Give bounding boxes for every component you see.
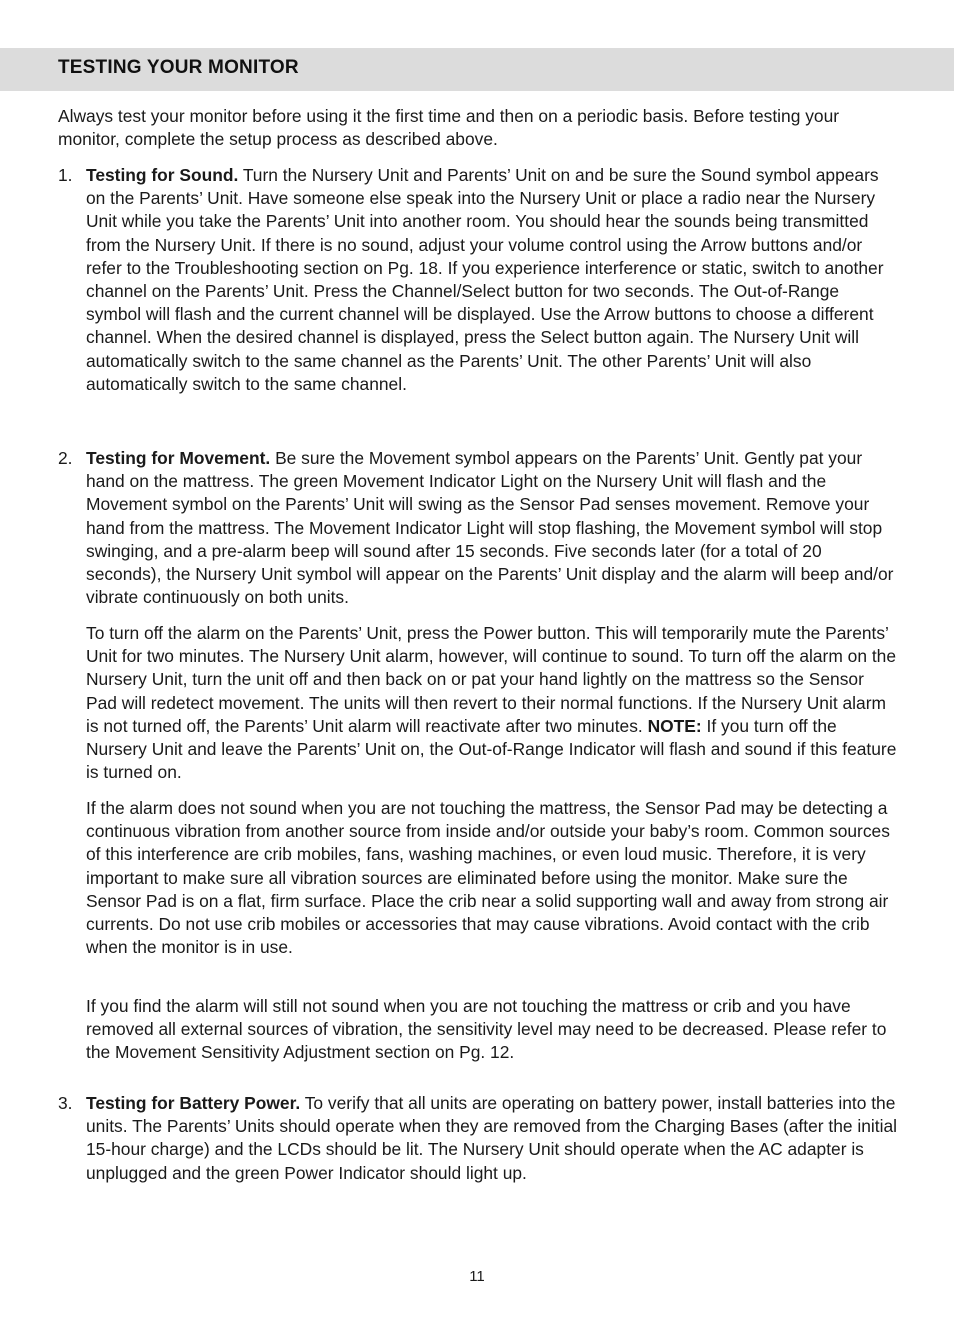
list-item-title: Testing for Sound. <box>86 165 239 185</box>
list-item-title: Testing for Battery Power. <box>86 1093 301 1113</box>
intro-paragraph: Always test your monitor before using it the first time and then on a periodic basis. Before testing your monitor, complete the setup process as described above. <box>58 106 840 150</box>
list-item-number: 3. <box>58 1093 73 1113</box>
list-item-text: Turn the Nursery Unit and Parents’ Unit on and be sure the Sound symbol appears on the Parents’ Unit. Have someone else speak into the Nursery Unit or place a radio near the Nursery Unit while you take the Parents’ Unit into another room. You should hear the sounds being transmitted from the Nursery Unit. If there is no sound, adjust your volume control using the Arrow buttons and/or refer to the Troubleshooting section on Pg. 18. If you experience interference or static, switch to another channel on the Parents’ Unit. Press the Channel/Select button for two seconds. The Out-of-Range symbol will flash and the current channel will be displayed. Use the Arrow buttons to choose a different channel. When the desired channel is displayed, press the Select button again. The Nursery Unit will automatically switch to the same channel as the Parents’ Unit. The other Parents’ Unit will also automatically switch to the same channel. <box>86 165 884 394</box>
no-sound-paragraph: If the alarm does not sound when you are not touching the mattress, the Sensor Pad may be detecting a continuous vibration from another source from inside and/or outside your baby’s room. Common sources of this interference are crib mobiles, fans, washing machines, or even loud music. Therefore, it is very important to make sure all vibration sources are eliminated before using the monitor. Make sure the Sensor Pad is on a flat, firm surface. Place the crib near a solid supporting wall and away from strong air currents. Do not use crib mobiles or accessories that may cause vibrations. Avoid contact with the crib when the monitor is in use. <box>86 798 890 958</box>
page-number: 11 <box>469 1268 485 1285</box>
sensitivity-paragraph: If you find the alarm will still not sound when you are not touching the mattress or crib and you have removed all external sources of vibration, the sensitivity level may need to be decreased. Please refer to the Movement Sensitivity Adjustment section on Pg. 12. <box>86 996 887 1063</box>
list-item-body <box>86 447 898 609</box>
list-item-number: 1. <box>58 165 73 185</box>
list-item-body <box>86 1092 898 1185</box>
note-label: NOTE: <box>647 715 702 736</box>
section-title: TESTING YOUR MONITOR <box>58 57 299 78</box>
list-item-title: Testing for Movement. <box>86 448 271 468</box>
list-item-text: To verify that all units are operating on battery power, install batteries into the units. The Parents’ Units should operate when they are removed from the Charging Bases (after the initial 15-hour charge) and the LCDs should be lit. The Nursery Unit should operate when the AC adapter is unplugged and the green Power Indicator should light up. <box>86 1093 898 1183</box>
list-item-body <box>86 164 898 396</box>
list-item-text: Be sure the Movement symbol appears on the Parents’ Unit. Gently pat your hand on the mattress. The green Movement Indicator Light on the Nursery Unit will flash and the Movement symbol on the Parents’ Unit will swing as the Sensor Pad senses movement. Remove your hand from the mattress. The Movement Indicator Light will stop flashing, the Movement symbol will stop swinging, and a pre-alarm beep will sound after 15 seconds. Five seconds later (for a total of 20 seconds), the Nursery Unit symbol will appear on the Parents’ Unit display and the alarm will beep and/or vibrate continuously on both units. <box>86 448 894 608</box>
turn-off-alarm-paragraph <box>86 622 898 784</box>
turn-off-text: To turn off the alarm on the Parents’ Unit, press the Power button. This will temporarily mute the Parents’ Unit for two minutes. The Nursery Unit alarm, however, will continue to sound. To turn off the alarm on the Nursery Unit, turn the unit off and then back on or pat your hand lightly on the mattress so the Sensor Pad will redetect movement. The units will then revert to their normal functions. If the Nursery Unit alarm is not turned off, the Parents’ Unit alarm will reactivate after two minutes. <box>86 623 897 736</box>
list-item-number: 2. <box>58 448 73 468</box>
note-text: If you turn off the Nursery Unit and leave the Parents’ Unit on, the Out-of-Range Indicator will flash and sound if this feature is turned on. <box>86 715 897 783</box>
